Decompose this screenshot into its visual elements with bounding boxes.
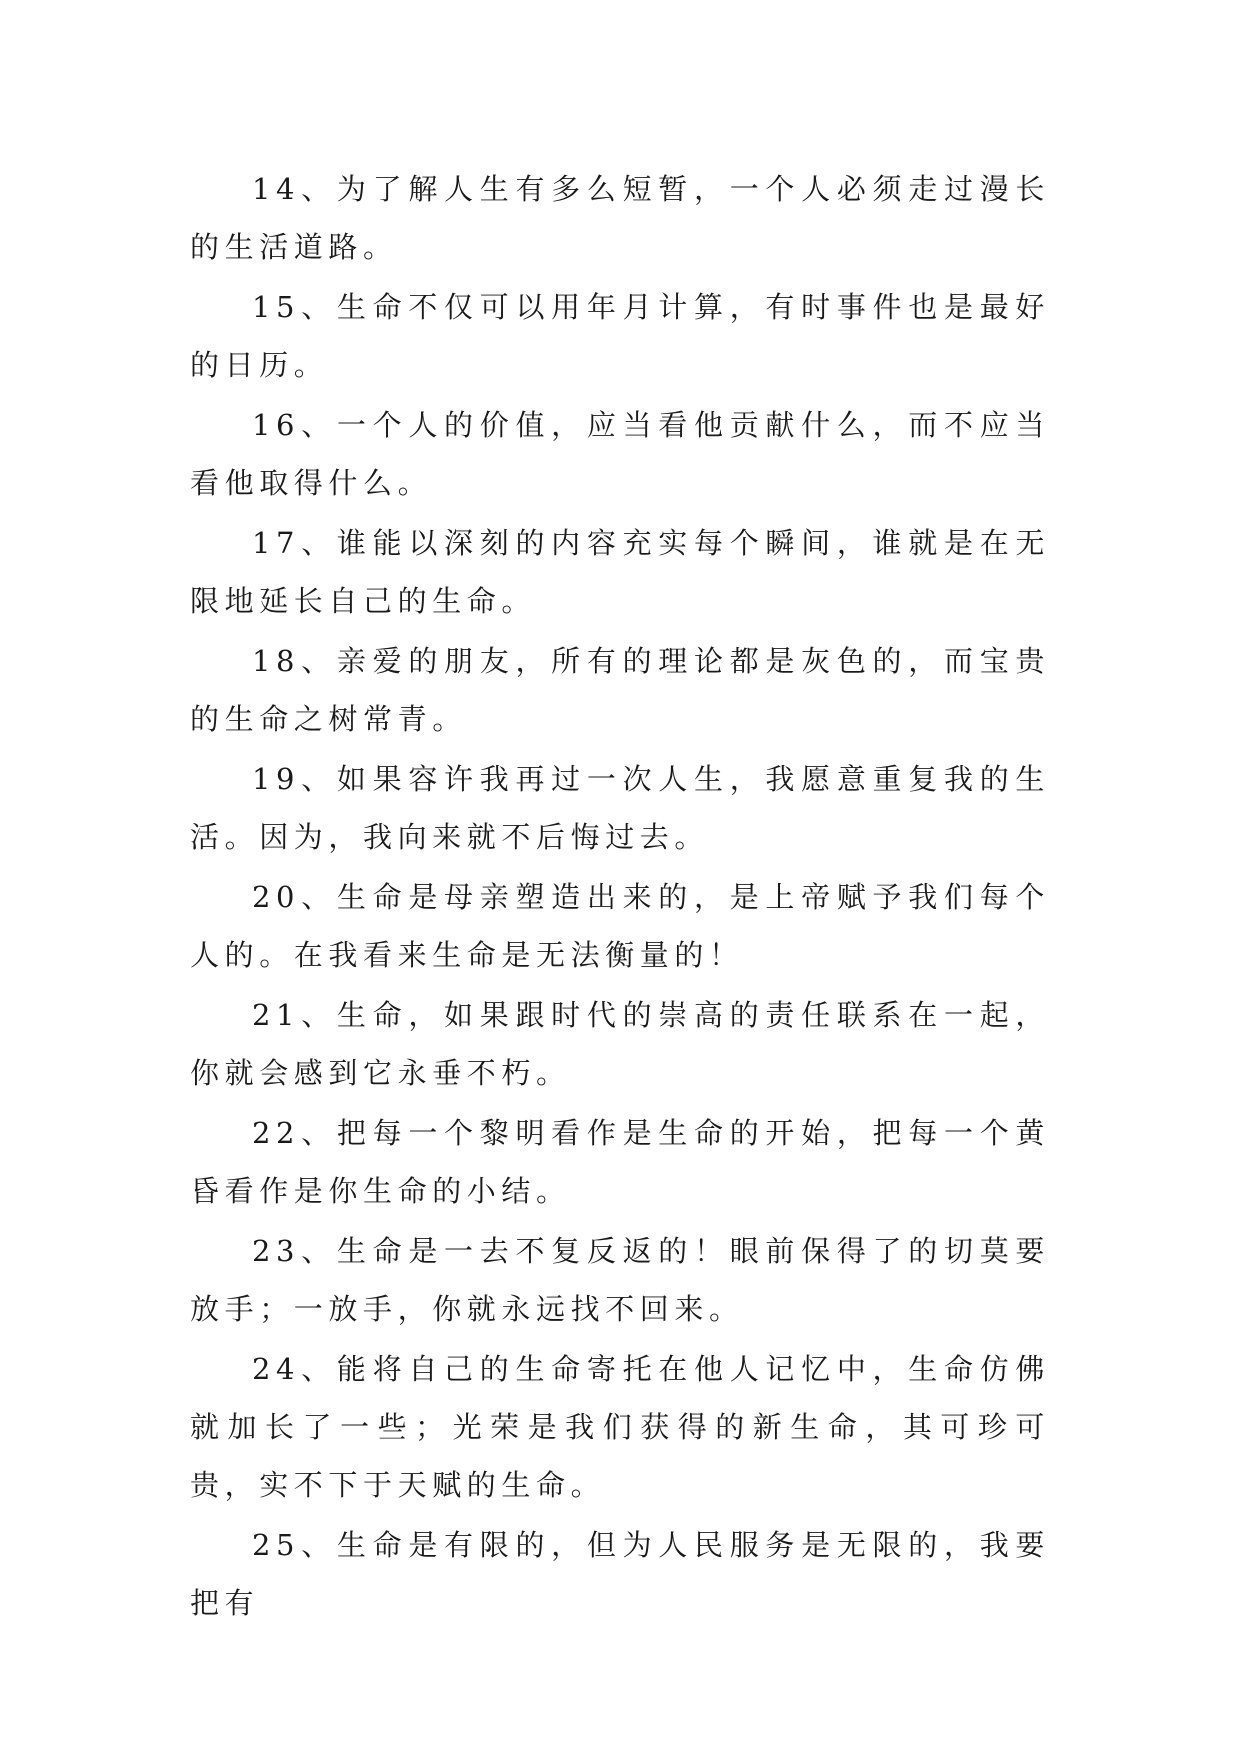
quote-paragraph-25: 25、生命是有限的，但为人民服务是无限的，我要把有: [190, 1528, 1050, 1620]
quote-paragraph-15: 15、生命不仅可以用年月计算，有时事件也是最好的日历。: [190, 290, 1050, 382]
quote-paragraph-21: 21、生命，如果跟时代的崇高的责任联系在一起，你就会感到它永垂不朽。: [190, 998, 1050, 1090]
quote-paragraph-23: 23、生命是一去不复反返的！眼前保得了的切莫要放手；一放手，你就永远找不回来。: [190, 1234, 1050, 1326]
quote-paragraph-16: 16、一个人的价值，应当看他贡献什么，而不应当看他取得什么。: [190, 408, 1050, 500]
quote-paragraph-24: 24、能将自己的生命寄托在他人记忆中，生命仿佛就加长了一些；光荣是我们获得的新生命，其可珍可贵，实不下于天赋的生命。: [190, 1352, 1050, 1502]
quote-paragraph-14: 14、为了解人生有多么短暂，一个人必须走过漫长的生活道路。: [190, 172, 1050, 264]
quote-paragraph-19: 19、如果容许我再过一次人生，我愿意重复我的生活。因为，我向来就不后悔过去。: [190, 762, 1050, 854]
quote-paragraph-17: 17、谁能以深刻的内容充实每个瞬间，谁就是在无限地延长自己的生命。: [190, 526, 1050, 618]
quote-paragraph-20: 20、生命是母亲塑造出来的，是上帝赋予我们每个人的。在我看来生命是无法衡量的！: [190, 880, 1050, 972]
quote-paragraph-18: 18、亲爱的朋友，所有的理论都是灰色的，而宝贵的生命之树常青。: [190, 644, 1050, 736]
quote-paragraph-22: 22、把每一个黎明看作是生命的开始，把每一个黄昏看作是你生命的小结。: [190, 1116, 1050, 1208]
document-body: [190, 160, 1050, 1634]
